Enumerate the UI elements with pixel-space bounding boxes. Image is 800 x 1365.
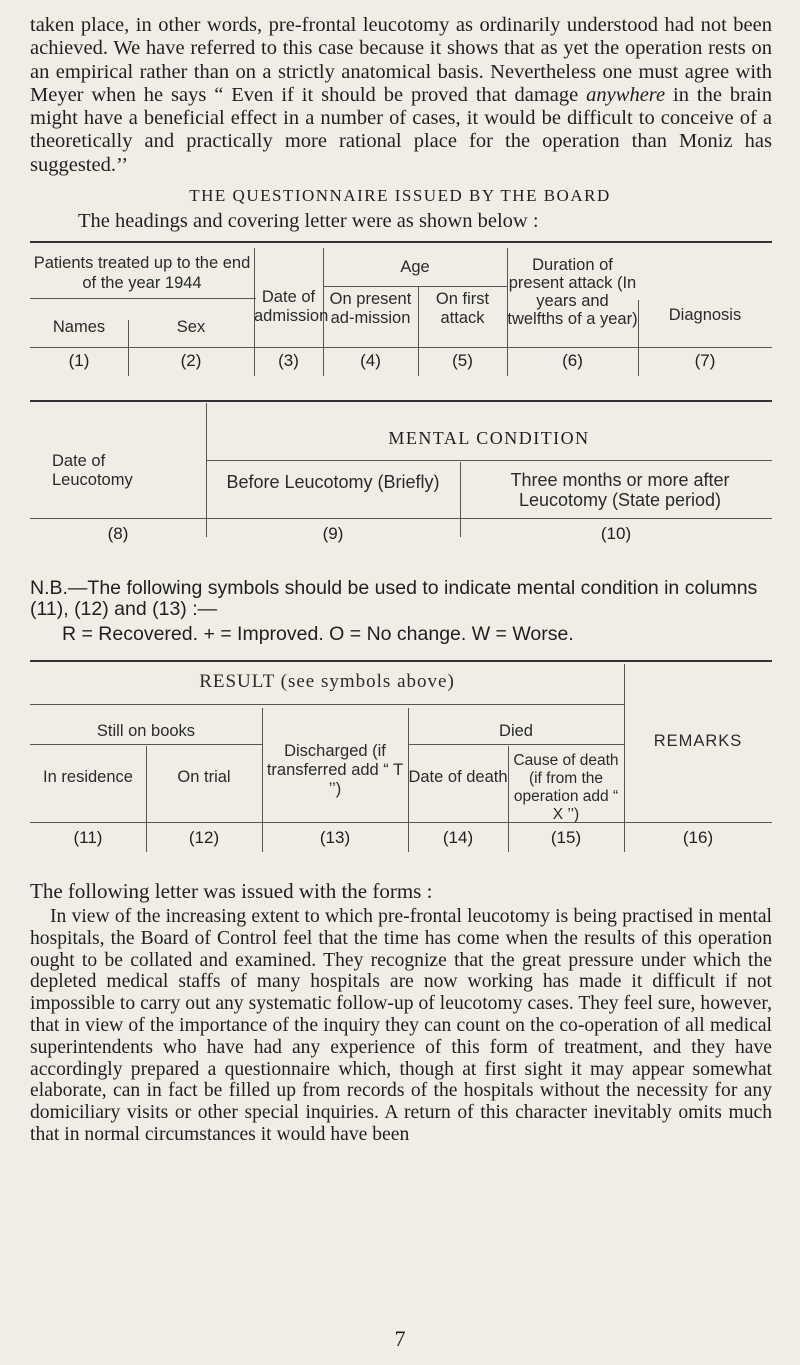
on-first-attack-header: On first attack [435, 290, 490, 327]
cause-death-header: Cause of death (if from the operation add “ X ’’) [513, 752, 619, 823]
col-number: (15) [550, 828, 582, 847]
mental-condition-header: MENTAL CONDITION [388, 428, 590, 448]
section-subtitle: The headings and covering letter were as shown below : [78, 210, 539, 232]
col-number: (2) [180, 351, 202, 370]
italic-anywhere: anywhere [586, 83, 666, 106]
col-number: (13) [319, 828, 351, 847]
nb-symbols-line2: R = Recovered. + = Improved. O = No change. W = Worse. [62, 623, 574, 645]
result-header: RESULT (see symbols above) [199, 671, 455, 692]
letter-body: In view of the increasing extent to which pre-frontal leucotomy is being practised in mental hospitals, the Board of Control feel that the time has come when the results of this operation ought to be collated and examined. They recognize that the great pressure under which the depleted medical staffs of many hospitals are now working has made it difficult if not impossible to carry out any systematic follow-up of leucotomy cases. They feel sure, however, that in view of the importance of the inquiry they can count on the co-operation of all medical superintendents who have had any experience of this form of treatment, and they have accordingly prepared a questionnaire which, though at first sight it may appear somewhat elaborate, can in fact be filled up from records of the hospitals without the necessity for any domiciliary visits or other special inquiries. A return of this character inevitably omits much that in normal circumstances it would have been [30, 906, 772, 1145]
in-residence-header: In residence [43, 768, 133, 786]
before-leucotomy-header: Before Leucotomy (Briefly) [226, 472, 440, 492]
discharged-header: Discharged (if transferred add “ T ’’) [266, 742, 404, 798]
col-number: (14) [442, 828, 474, 847]
col-number: (9) [322, 524, 344, 543]
diagnosis-header: Diagnosis [668, 306, 742, 324]
patients-header: Patients treated up to the end of the year 1944 [33, 254, 251, 292]
col-number: (6) [562, 351, 583, 370]
sex-header: Sex [176, 318, 206, 336]
duration-header: Duration of present attack (In years and twelfths of a year) [507, 256, 638, 328]
still-on-books-header: Still on books [96, 722, 196, 740]
date-admission-header: Date of admission [254, 288, 329, 325]
section-title: THE QUESTIONNAIRE ISSUED BY THE BOARD [189, 186, 611, 205]
col-number: (1) [68, 351, 90, 370]
nb-symbols-line1: N.B.—The following symbols should be used to indicate mental condition in columns (11), (12) and (13) :— [30, 577, 758, 620]
col-number: (7) [694, 351, 716, 370]
date-death-header: Date of death [408, 768, 508, 786]
names-header: Names [52, 318, 106, 336]
date-leucotomy-header: Date of Leucotomy [52, 452, 133, 489]
col-number: (12) [188, 828, 220, 847]
col-number: (3) [278, 351, 299, 370]
col-number: (8) [107, 524, 129, 543]
age-header: Age [400, 258, 430, 276]
page-number: 7 [394, 1326, 406, 1351]
col-number: (10) [600, 524, 632, 543]
letter-intro: The following letter was issued with the forms : [30, 879, 433, 903]
col-number: (4) [360, 351, 381, 370]
died-header: Died [499, 722, 533, 740]
col-number: (11) [73, 828, 103, 847]
after-leucotomy-header: Three months or more after Leucotomy (State period) [510, 470, 730, 510]
col-number: (5) [452, 351, 473, 370]
on-present-admission-header: On present ad-mission [329, 290, 412, 327]
intro-paragraph: taken place, in other words, pre-frontal leucotomy as ordinarily understood had not been achieved. We have referred to this case because it shows that as yet the operation rests on an empirical rather than on a strictly anatomical basis. Nevertheless one must agree with Meyer when he says “ Even if it should be proved that damage anywhere in the brain might have a beneficial effect in a number of cases, it would be difficult to conceive of a theoretically and practically more rational place for the operation than Moniz has suggested.’’ [30, 14, 772, 176]
col-number: (16) [682, 828, 714, 847]
on-trial-header: On trial [177, 768, 231, 786]
remarks-header: REMARKS [653, 732, 743, 750]
